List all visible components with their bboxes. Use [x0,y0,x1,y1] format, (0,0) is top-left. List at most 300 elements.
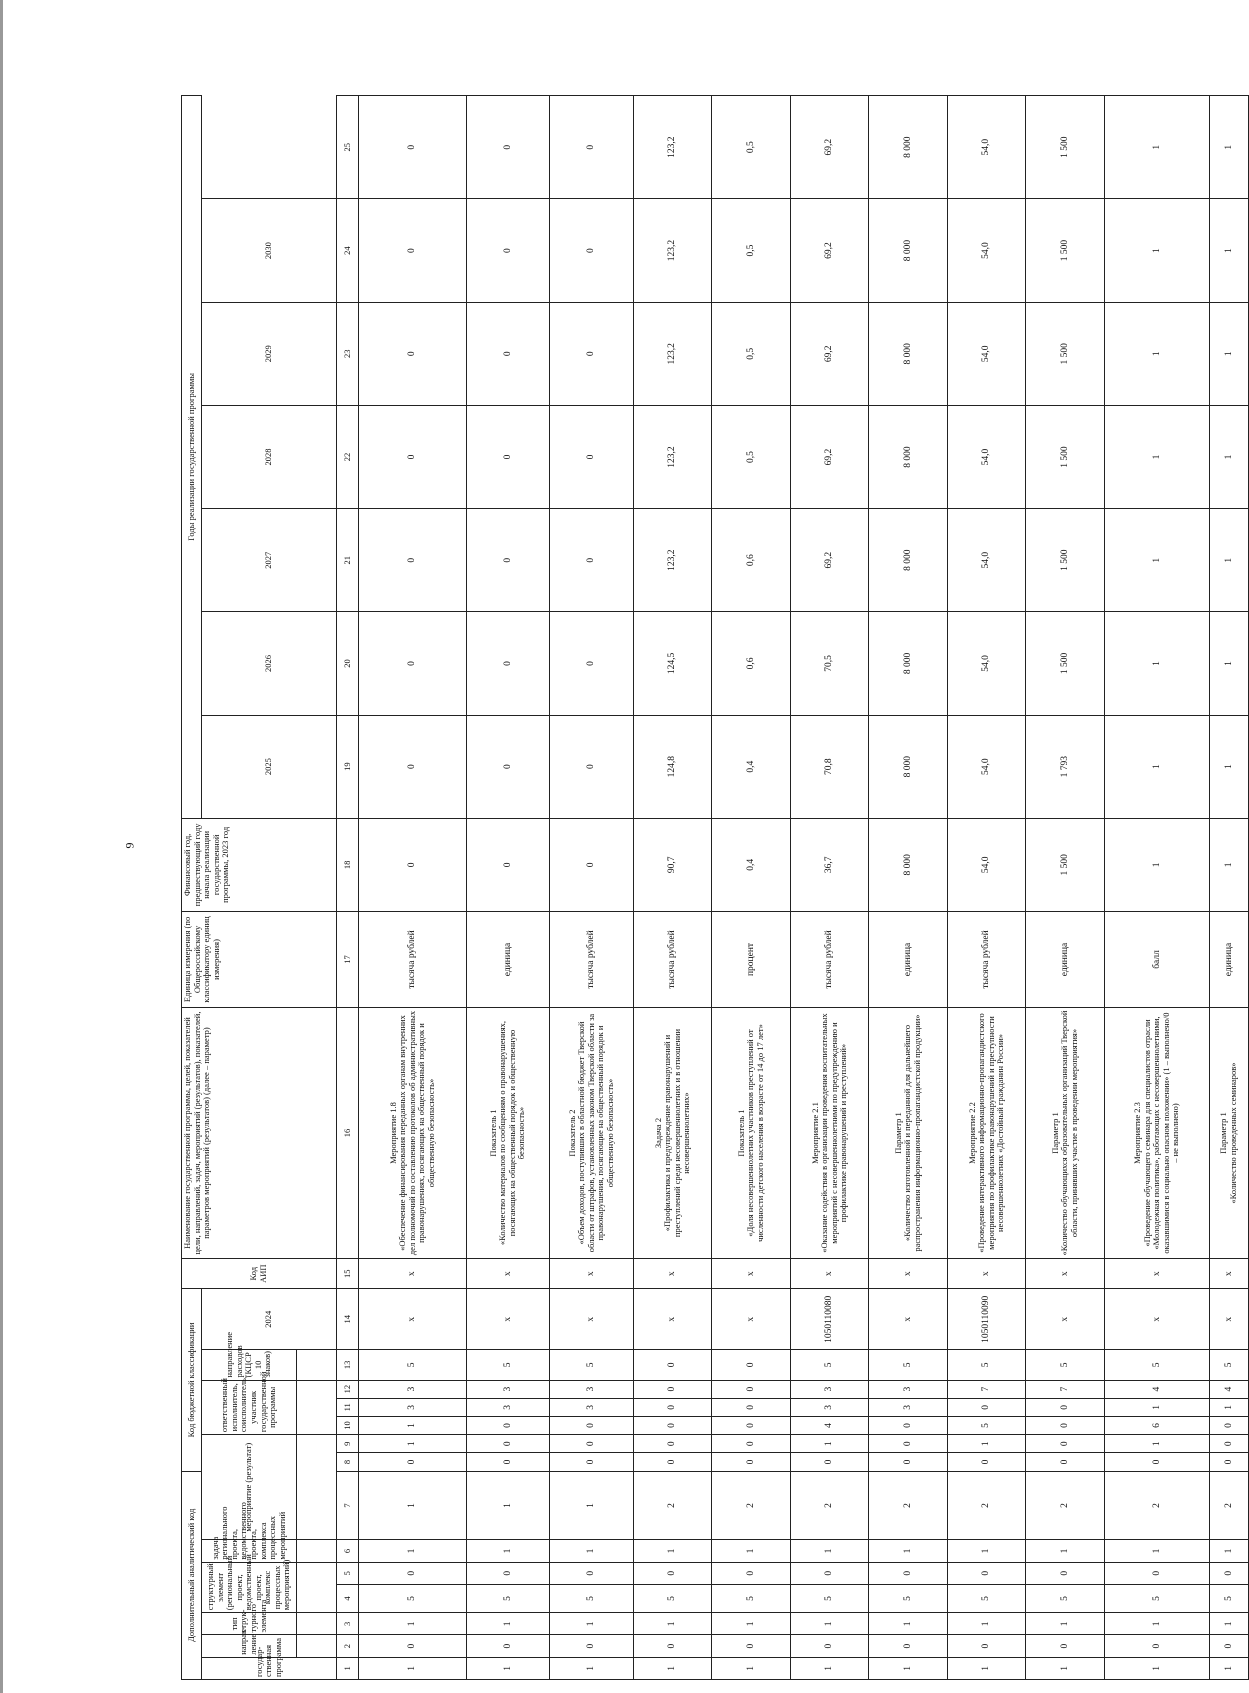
row-name-cell: Показатель 2 «Объем доходов, поступивших в областной бюджет Тверской области от штрафов, установленных законом Тверской области за правонарушения, посягающие на общественный порядок и общественную безопасность» [550,1008,634,1259]
code-cell: 0 [633,1350,712,1380]
code-cell: 0 [633,1380,712,1398]
year-value: 0 [550,96,634,199]
column-number: 14 [337,1289,359,1350]
code-cell: 1 [1104,1657,1209,1679]
year-value: 0,5 [712,302,791,405]
unit-cell: тысяча рублей [790,911,869,1007]
code-cell: 1 [1026,1613,1105,1635]
year-value: 54,0 [947,199,1026,302]
code-cell: 2 [1209,1471,1248,1540]
code-cell: 5 [869,1350,948,1380]
row-name-cell: Параметр 1 «Количество изготовленной и переданной для дальнейшего распространения информационно-пропагандистской продукции» [869,1008,948,1259]
unit-cell: тысяча рублей [550,911,634,1007]
base-year-value: 1 [1209,818,1248,911]
code-cell: 1 [1209,1398,1248,1416]
code-cell: 0 [1209,1635,1248,1657]
code-cell: 0 [1104,1562,1209,1584]
year-value: 124,8 [633,715,712,818]
year-value: 0 [359,96,466,199]
table-row [1104,96,1209,1680]
year-value: 0 [466,715,550,818]
column-number: 3 [337,1613,359,1635]
code-cell: 3 [790,1398,869,1416]
year-value: 1 500 [1026,199,1105,302]
year-value: 1 793 [1026,715,1105,818]
code-cell: 1 [633,1657,712,1679]
table-row [712,96,791,1680]
code-cell: 2 [633,1471,712,1540]
column-numbers-row [337,96,359,1680]
scan-edge [0,0,3,1693]
code-cell: 0 [1026,1416,1105,1434]
year-value: 54,0 [947,302,1026,405]
row-name-cell: Показатель 1 «Доля несовершеннолетних участников преступлений от численности детского населения в возрасте от 14 до 17 лет» [712,1008,791,1259]
code-cell: 0 [550,1562,634,1584]
year-value: 1 [1104,509,1209,612]
direction-header: направ-ление [202,1635,297,1657]
code-cell: 1 [466,1613,550,1635]
code-cell: 5 [466,1350,550,1380]
year-value: 8 000 [869,302,948,405]
code-cell: 0 [1026,1398,1105,1416]
code-cell: 1 [359,1435,466,1453]
column-number: 5 [337,1562,359,1584]
aip-cell: х [1104,1259,1209,1289]
year-header-2030: 2030 [202,199,337,302]
code-cell: 5 [712,1584,791,1612]
base-year-value: 36,7 [790,818,869,911]
column-number: 18 [337,818,359,911]
year-value: 69,2 [790,509,869,612]
code-cell: 5 [550,1584,634,1612]
code-cell: 5 [947,1350,1026,1380]
code-cell: 0 [633,1416,712,1434]
year-value: 8 000 [869,612,948,715]
code-cell: 0 [1026,1562,1105,1584]
column-number: 11 [337,1398,359,1416]
unit-cell: тысяча рублей [947,911,1026,1007]
code-cell: 5 [1104,1584,1209,1612]
code-cell: 1 [869,1657,948,1679]
code-cell: 1 [466,1657,550,1679]
kcsr-cell: х [1026,1289,1105,1350]
year-value: 0 [550,199,634,302]
code-cell: 4 [790,1416,869,1434]
code-cell: 0 [869,1435,948,1453]
year-value: 0,4 [712,715,791,818]
aip-cell: х [550,1259,634,1289]
code-cell: 0 [790,1635,869,1657]
year-value: 1 500 [1026,509,1105,612]
code-cell: 1 [1104,1540,1209,1562]
year-value: 0 [359,405,466,508]
column-number: 19 [337,715,359,818]
year-value: 8 000 [869,509,948,612]
code-cell: 1 [550,1471,634,1540]
code-cell: 0 [1209,1562,1248,1584]
program-table [181,95,1249,1680]
code-cell: 7 [1026,1380,1105,1398]
column-number: 12 [337,1380,359,1398]
year-value: 1 500 [1026,302,1105,405]
code-cell: 5 [790,1350,869,1380]
code-cell: 3 [550,1380,634,1398]
base-year-value: 0 [550,818,634,911]
code-cell: 3 [550,1398,634,1416]
code-cell: 0 [550,1635,634,1657]
years-group-header: Годы реализации государственной программы [182,96,202,819]
kcsr-cell: х [712,1289,791,1350]
code-cell: 0 [1209,1416,1248,1434]
budget-code-group-header: Код бюджетной классификации [182,1289,202,1471]
code-cell: 0 [869,1453,948,1471]
code-cell: 0 [869,1562,948,1584]
year-value: 0 [359,715,466,818]
code-cell: 1 [947,1657,1026,1679]
year-value: 69,2 [790,199,869,302]
code-cell: 0 [550,1416,634,1434]
table-row [947,96,1026,1680]
code-cell: 0 [466,1562,550,1584]
code-cell: 1 [1209,1613,1248,1635]
code-cell: 0 [633,1435,712,1453]
code-cell: 3 [359,1380,466,1398]
year-value: 123,2 [633,509,712,612]
column-number: 6 [337,1540,359,1562]
code-cell: 0 [947,1453,1026,1471]
code-cell: 1 [869,1540,948,1562]
code-cell: 1 [790,1435,869,1453]
column-number: 8 [337,1453,359,1471]
column-number: 2 [337,1635,359,1657]
code-cell: 1 [359,1471,466,1540]
code-cell: 5 [1026,1584,1105,1612]
code-cell: 0 [947,1635,1026,1657]
code-cell: 1 [790,1613,869,1635]
year-header-2025: 2025 [202,715,337,818]
code-cell: 6 [1104,1416,1209,1434]
code-cell: 0 [1026,1435,1105,1453]
column-number: 15 [337,1259,359,1289]
code-cell: 1 [633,1613,712,1635]
year-value: 0 [466,612,550,715]
code-cell: 0 [633,1398,712,1416]
code-cell: 1 [1104,1435,1209,1453]
base-year-value: 1 500 [1026,818,1105,911]
kcsr-cell: х [1209,1289,1248,1350]
row-name-cell: Мероприятие 2.3 «Проведение обучающего семинара для специалистов отрасли «Молодежная политика», работающих с несовершеннолетними, оказавшимися в социально опасном положении» (1 – выполнено/0 – не выполнено) [1104,1008,1209,1259]
code-cell: 0 [1026,1635,1105,1657]
aip-cell: х [1026,1259,1105,1289]
column-number: 17 [337,911,359,1007]
code-cell: 0 [712,1562,791,1584]
table-row [633,96,712,1680]
code-cell: 1 [1104,1398,1209,1416]
kcsr-cell: х [633,1289,712,1350]
code-cell: 1 [790,1657,869,1679]
year-value: 124,5 [633,612,712,715]
code-cell: 0 [466,1435,550,1453]
code-cell: 1 [550,1613,634,1635]
code-cell: 5 [790,1584,869,1612]
code-cell: 2 [712,1471,791,1540]
code-cell: 0 [359,1635,466,1657]
code-cell: 0 [466,1453,550,1471]
year-value: 123,2 [633,96,712,199]
column-number: 22 [337,405,359,508]
year-value: 1 [1104,715,1209,818]
year-value: 1 [1209,715,1248,818]
unit-cell: единица [1026,911,1105,1007]
code-cell: 5 [1026,1350,1105,1380]
code-cell: 0 [359,1453,466,1471]
row-name-cell: Задача 2 «Профилактика и предупреждение правонарушений и преступлений среди несовершеннолетних и в отношении несовершеннолетних» [633,1008,712,1259]
year-value: 69,2 [790,405,869,508]
table-body [337,96,1249,1680]
aip-cell: х [1209,1259,1248,1289]
expense-direction-header: направление расходов (КЦСР 10 знаков) [202,1350,297,1380]
table-row [790,96,869,1680]
unit-cell: балл [1104,911,1209,1007]
column-number: 9 [337,1435,359,1453]
year-value: 0 [466,302,550,405]
unit-cell: процент [712,911,791,1007]
aip-cell: х [947,1259,1026,1289]
kcsr-cell: х [869,1289,948,1350]
unit-cell: единица [1209,911,1248,1007]
year-header-2028: 2028 [202,405,337,508]
code-cell: 1 [947,1540,1026,1562]
code-cell: 5 [947,1584,1026,1612]
page-number: 9 [122,842,137,849]
year-value: 0,5 [712,96,791,199]
year-value: 0 [466,199,550,302]
column-number: 21 [337,509,359,612]
base-year-value: 0 [466,818,550,911]
year-value: 54,0 [947,405,1026,508]
unit-cell: тысяча рублей [633,911,712,1007]
code-cell: 5 [947,1416,1026,1434]
year-value: 1 [1209,509,1248,612]
struct-type-header: тип струк-турного элемента [202,1613,297,1635]
code-cell: 1 [712,1657,791,1679]
year-value: 0,5 [712,405,791,508]
year-value: 0 [466,509,550,612]
aip-cell: х [359,1259,466,1289]
base-year-value: 54,0 [947,818,1026,911]
year-value: 70,8 [790,715,869,818]
code-cell: 1 [359,1657,466,1679]
year-value: 0,6 [712,612,791,715]
code-cell: 1 [1026,1540,1105,1562]
base-year-value: 1 [1104,818,1209,911]
year-value: 0 [550,302,634,405]
year-value: 1 [1209,612,1248,715]
code-cell: 0 [550,1435,634,1453]
year-value: 1 [1104,302,1209,405]
year-header-2029: 2029 [202,302,337,405]
year-value: 8 000 [869,96,948,199]
table-row [869,96,948,1680]
kcsr-cell: х [466,1289,550,1350]
analytic-code-group-header: Дополнительный аналитический код [182,1471,202,1679]
code-cell: 5 [1209,1584,1248,1612]
code-cell: 1 [359,1416,466,1434]
code-cell: 3 [359,1398,466,1416]
code-cell: 4 [1104,1380,1209,1398]
code-cell: 0 [466,1416,550,1434]
year-header-2024: 2024 [202,1289,337,1350]
code-cell: 0 [1026,1453,1105,1471]
column-number: 24 [337,199,359,302]
column-number: 25 [337,96,359,199]
code-cell: 0 [869,1416,948,1434]
code-cell: 0 [633,1635,712,1657]
column-number: 4 [337,1584,359,1612]
year-value: 69,2 [790,96,869,199]
code-cell: 1 [1104,1613,1209,1635]
year-value: 54,0 [947,612,1026,715]
code-cell: 1 [550,1540,634,1562]
base-year-value: 90,7 [633,818,712,911]
year-value: 1 [1209,96,1248,199]
year-value: 0 [550,612,634,715]
struct-element-header: структурный элемент (региональный проект, ведомственный проект, комплекс процессных мероприятий) [202,1562,297,1613]
unit-cell: единица [869,911,948,1007]
code-cell: 5 [1104,1350,1209,1380]
year-value: 1 [1209,199,1248,302]
year-value: 0 [359,509,466,612]
code-cell: 0 [947,1562,1026,1584]
year-value: 0 [466,96,550,199]
code-cell: 0 [633,1562,712,1584]
code-cell: 1 [1209,1540,1248,1562]
code-cell: 2 [947,1471,1026,1540]
year-value: 54,0 [947,715,1026,818]
code-cell: 5 [869,1584,948,1612]
year-value: 0,6 [712,509,791,612]
fin-year-header: Финансовый год, предшествующий году начала реализации государственной программы, 2023 год [182,818,337,911]
unit-header: Единица измерения (по Общероссийскому классификатору единиц измерения) [182,911,337,1007]
state-program-header: государ-ственная программа [202,1657,337,1679]
year-value: 8 000 [869,715,948,818]
aip-cell: х [712,1259,791,1289]
code-cell: 1 [712,1613,791,1635]
code-cell: 2 [1104,1471,1209,1540]
code-cell: 0 [712,1398,791,1416]
unit-cell: единица [466,911,550,1007]
row-name-cell: Мероприятие 1.8 «Обеспечение финансирования переданных органам внутренних дел полномочий по составлению протоколов об административных правонарушениях, посягающих на общественный порядок и общественную безопасность» [359,1008,466,1259]
code-cell: 0 [712,1416,791,1434]
code-cell: 2 [1026,1471,1105,1540]
column-number: 20 [337,612,359,715]
code-cell: 0 [550,1453,634,1471]
base-year-value: 8 000 [869,818,948,911]
year-value: 123,2 [633,199,712,302]
aip-cell: х [466,1259,550,1289]
column-number: 10 [337,1416,359,1434]
unit-cell: тысяча рублей [359,911,466,1007]
code-cell: 3 [466,1398,550,1416]
year-value: 8 000 [869,199,948,302]
code-cell: 0 [1104,1453,1209,1471]
code-cell: 1 [790,1540,869,1562]
year-value: 54,0 [947,96,1026,199]
column-number: 13 [337,1350,359,1380]
year-value: 0 [359,302,466,405]
code-cell: 3 [466,1380,550,1398]
base-year-value: 0,4 [712,818,791,911]
code-cell: 0 [712,1435,791,1453]
year-header-2027: 2027 [202,509,337,612]
code-cell: 1 [359,1540,466,1562]
table-row [550,96,634,1680]
kcsr-cell: х [359,1289,466,1350]
code-cell: 1 [1026,1657,1105,1679]
code-cell: 1 [550,1657,634,1679]
year-value: 0 [359,199,466,302]
row-name-cell: Показатель 1 «Количество материалов по сообщениям о правонарушениях, посягающих на общественный порядок и общественную безопасность» [466,1008,550,1259]
code-cell: 2 [869,1471,948,1540]
code-cell: 1 [466,1540,550,1562]
year-value: 69,2 [790,302,869,405]
code-cell: 5 [550,1350,634,1380]
code-cell: 0 [947,1398,1026,1416]
year-value: 0 [550,715,634,818]
code-cell: 0 [712,1350,791,1380]
kcsr-cell: х [550,1289,634,1350]
year-header-2026: 2026 [202,612,337,715]
row-name-cell: Мероприятие 2.2 «Проведение интерактивного информационно-пропагандистского мероприятия по профилактике правонарушений и преступности несовершеннолетних «Достойный гражданин России» [947,1008,1026,1259]
code-cell: 2 [790,1471,869,1540]
row-name-cell: Параметр 1 «Количество обучающихся образовательных организаций Тверской области, принявших участие в проведении мероприятия» [1026,1008,1105,1259]
year-value: 1 [1104,405,1209,508]
code-cell: 0 [790,1562,869,1584]
year-value: 123,2 [633,405,712,508]
code-cell: 1 [633,1540,712,1562]
base-year-value: 0 [359,818,466,911]
task-header: задача регионального проекта, ведомственного проекта, комплекса процессных мероприятий [202,1540,297,1562]
code-cell: 0 [466,1635,550,1657]
year-value: 1 [1104,612,1209,715]
aip-header: Код АИП [182,1259,337,1289]
code-cell: 0 [1209,1435,1248,1453]
year-value: 0 [550,509,634,612]
year-value: 1 [1209,405,1248,508]
table-row [1209,96,1248,1680]
year-value: 0 [550,405,634,508]
event-header: мероприятие (результат) [202,1435,297,1540]
code-cell: 5 [466,1584,550,1612]
name-header: Наименование государственной программы, целей, показателей цели, направлений, задач, мероприятий (результатов), показателей, параметров мероприятий (результатов) (далее – параметр) [182,1008,337,1259]
responsible-header: ответственный исполнитель, соисполнитель, участник государственной программы [202,1380,297,1435]
code-cell: 5 [1209,1350,1248,1380]
year-value: 0 [466,405,550,508]
year-value: 1 500 [1026,405,1105,508]
year-value: 54,0 [947,509,1026,612]
column-number: 16 [337,1008,359,1259]
aip-cell: х [790,1259,869,1289]
year-value: 1 [1104,96,1209,199]
column-number: 7 [337,1471,359,1540]
row-name-cell: Параметр 1 «Количество проведенных семинаров» [1209,1008,1248,1259]
code-cell: 3 [869,1380,948,1398]
year-value: 0 [359,612,466,715]
table-row [359,96,466,1680]
year-value: 8 000 [869,405,948,508]
code-cell: 0 [712,1453,791,1471]
kcsr-cell: 1050110090 [947,1289,1026,1350]
